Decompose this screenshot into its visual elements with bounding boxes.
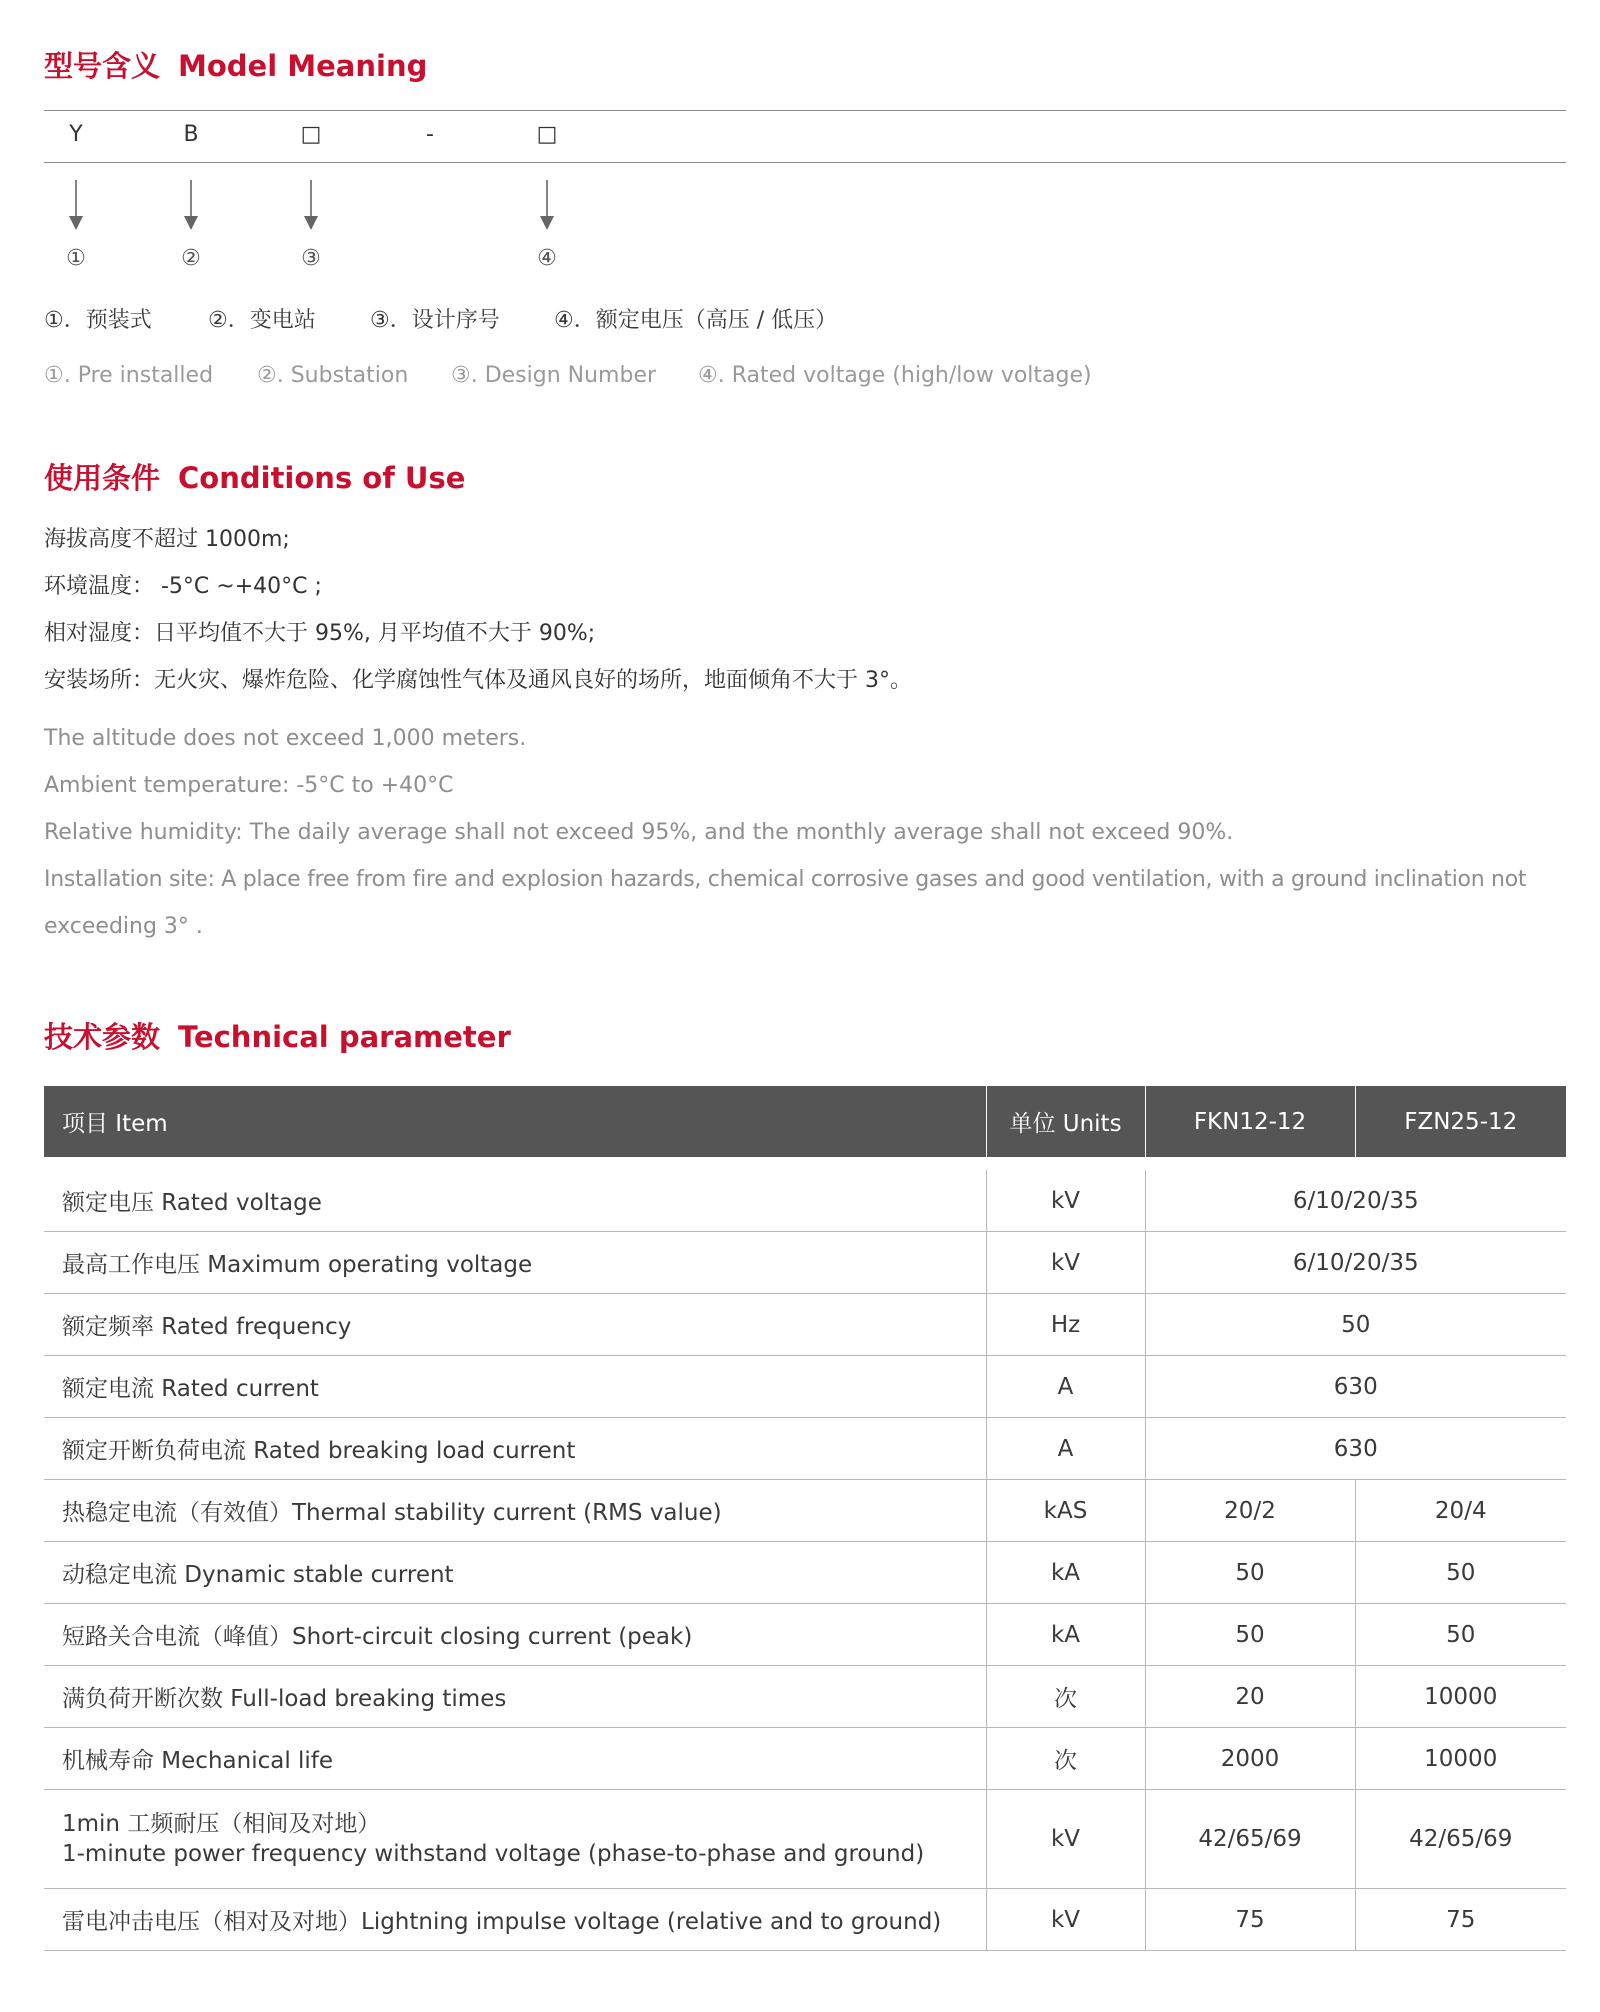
table-row	[44, 1232, 1566, 1294]
row-unit: 次	[986, 1666, 1145, 1728]
row-value-fzn25-12: 10000	[1355, 1666, 1566, 1728]
title-en: Model Meaning	[178, 49, 428, 83]
row-unit: Hz	[986, 1294, 1145, 1356]
title-en: Technical parameter	[178, 1020, 511, 1054]
row-value-fkn12-12: 75	[1145, 1889, 1355, 1951]
row-shared-value: 630	[1145, 1356, 1566, 1418]
table-row	[44, 1604, 1566, 1666]
title-en: Conditions of Use	[178, 461, 466, 495]
table-row	[44, 1790, 1566, 1889]
row-shared-value: 630	[1145, 1418, 1566, 1480]
column-header-fzn25-12: FZN25-12	[1355, 1086, 1566, 1157]
row-item: 额定电流 Rated current	[44, 1356, 986, 1418]
condition-en-site-cont: exceeding 3° .	[44, 914, 203, 939]
row-item: 额定电压 Rated voltage	[44, 1170, 986, 1232]
table-row	[44, 1542, 1566, 1604]
technical-parameter-table	[44, 1086, 1566, 1951]
table-row	[44, 1170, 1566, 1232]
marker-4: ④	[537, 246, 557, 271]
row-item: 机械寿命 Mechanical life	[44, 1728, 986, 1790]
arrow-down-icon	[181, 180, 201, 232]
legend-en-2: ②. Substation	[257, 363, 409, 388]
table-spacer	[44, 1157, 1566, 1170]
row-item: 最高工作电压 Maximum operating voltage	[44, 1232, 986, 1294]
row-value-fkn12-12: 50	[1145, 1542, 1355, 1604]
arrow-down-icon	[537, 180, 557, 232]
row-value-fzn25-12: 10000	[1355, 1728, 1566, 1790]
divider-top	[44, 110, 1566, 111]
row-value-fkn12-12: 42/65/69	[1145, 1790, 1355, 1889]
legend-cn-4: ④．额定电压（高压 / 低压）	[554, 308, 838, 333]
table-row	[44, 1666, 1566, 1728]
section-title-technical	[44, 1015, 511, 1056]
section-title-model-meaning	[44, 44, 427, 85]
table-row	[44, 1728, 1566, 1790]
code-letter-2: B	[183, 122, 199, 147]
table-row	[44, 1294, 1566, 1356]
row-item: 额定频率 Rated frequency	[44, 1294, 986, 1356]
row-value-fkn12-12: 20/2	[1145, 1480, 1355, 1542]
legend-en	[44, 363, 1092, 388]
row-value-fkn12-12: 20	[1145, 1666, 1355, 1728]
table-row	[44, 1418, 1566, 1480]
code-letter-4: □	[536, 122, 558, 147]
row-unit: kA	[986, 1542, 1145, 1604]
row-value-fzn25-12: 20/4	[1355, 1480, 1566, 1542]
row-value-fkn12-12: 50	[1145, 1604, 1355, 1666]
row-shared-value: 6/10/20/35	[1145, 1232, 1566, 1294]
table-header-row	[44, 1086, 1566, 1157]
row-item-cn: 1min 工频耐压（相间及对地）	[62, 1811, 381, 1837]
table-row	[44, 1356, 1566, 1418]
row-value-fzn25-12: 42/65/69	[1355, 1790, 1566, 1889]
row-value-fkn12-12: 2000	[1145, 1728, 1355, 1790]
condition-en-temperature: Ambient temperature: -5°C to +40°C	[44, 773, 454, 798]
marker-3: ③	[301, 246, 321, 271]
legend-en-4: ④. Rated voltage (high/low voltage)	[698, 363, 1092, 388]
row-item: 满负荷开断次数 Full-load breaking times	[44, 1666, 986, 1728]
legend-en-1: ①. Pre installed	[44, 363, 214, 388]
row-unit: 次	[986, 1728, 1145, 1790]
legend-cn	[44, 303, 837, 334]
condition-en-altitude: The altitude does not exceed 1,000 meters.	[44, 726, 527, 751]
legend-cn-2: ②．变电站	[208, 308, 316, 333]
row-unit: kV	[986, 1790, 1145, 1889]
arrow-down-icon	[301, 180, 321, 232]
legend-cn-1: ①．预装式	[44, 308, 152, 333]
title-cn: 型号含义	[44, 49, 161, 83]
condition-cn-altitude: 海拔高度不超过 1000m;	[44, 527, 290, 552]
arrow-down-icon	[66, 180, 86, 232]
row-value-fzn25-12: 50	[1355, 1604, 1566, 1666]
row-item: 短路关合电流（峰值）Short-circuit closing current (peak)	[44, 1604, 986, 1666]
column-header-item: 项目 Item	[44, 1086, 986, 1157]
row-unit: kV	[986, 1232, 1145, 1294]
row-item: 雷电冲击电压（相对及对地）Lightning impulse voltage (relative and to ground)	[44, 1889, 986, 1951]
row-item: 热稳定电流（有效值）Thermal stability current (RMS value)	[44, 1480, 986, 1542]
row-item	[44, 1790, 986, 1889]
code-letter-3: □	[300, 122, 322, 147]
section-title-conditions	[44, 456, 465, 497]
row-shared-value: 50	[1145, 1294, 1566, 1356]
legend-cn-3: ③．设计序号	[370, 308, 500, 333]
row-item: 动稳定电流 Dynamic stable current	[44, 1542, 986, 1604]
row-unit: A	[986, 1356, 1145, 1418]
column-header-fkn12-12: FKN12-12	[1145, 1086, 1355, 1157]
legend-en-3: ③. Design Number	[451, 363, 657, 388]
condition-en-humidity: Relative humidity: The daily average shall not exceed 95%, and the monthly average shall not exceed 90%.	[44, 820, 1234, 845]
condition-cn-temperature: 环境温度： -5°C ~+40°C ;	[44, 574, 322, 599]
row-unit: kV	[986, 1889, 1145, 1951]
table-row	[44, 1480, 1566, 1542]
row-value-fzn25-12: 50	[1355, 1542, 1566, 1604]
row-item-en: 1-minute power frequency withstand voltage (phase-to-phase and ground)	[62, 1841, 925, 1867]
row-shared-value: 6/10/20/35	[1145, 1170, 1566, 1232]
row-unit: A	[986, 1418, 1145, 1480]
code-dash: -	[426, 122, 434, 147]
title-cn: 技术参数	[44, 1020, 161, 1054]
row-unit: kA	[986, 1604, 1145, 1666]
column-header-units: 单位 Units	[986, 1086, 1145, 1157]
marker-2: ②	[181, 246, 201, 271]
title-cn: 使用条件	[44, 461, 161, 495]
condition-cn-site: 安装场所：无火灾、爆炸危险、化学腐蚀性气体及通风良好的场所，地面倾角不大于 3°。	[44, 668, 912, 693]
condition-cn-humidity: 相对湿度：日平均值不大于 95%, 月平均值不大于 90%;	[44, 621, 596, 646]
row-item: 额定开断负荷电流 Rated breaking load current	[44, 1418, 986, 1480]
table-row	[44, 1889, 1566, 1951]
condition-en-site: Installation site: A place free from fire and explosion hazards, chemical corrosive gases and good ventilation, with a ground inclination not	[44, 867, 1527, 892]
row-unit: kV	[986, 1170, 1145, 1232]
marker-1: ①	[66, 246, 86, 271]
row-value-fzn25-12: 75	[1355, 1889, 1566, 1951]
code-letter-1: Y	[69, 122, 83, 147]
row-unit: kAS	[986, 1480, 1145, 1542]
divider-code	[44, 162, 1566, 163]
